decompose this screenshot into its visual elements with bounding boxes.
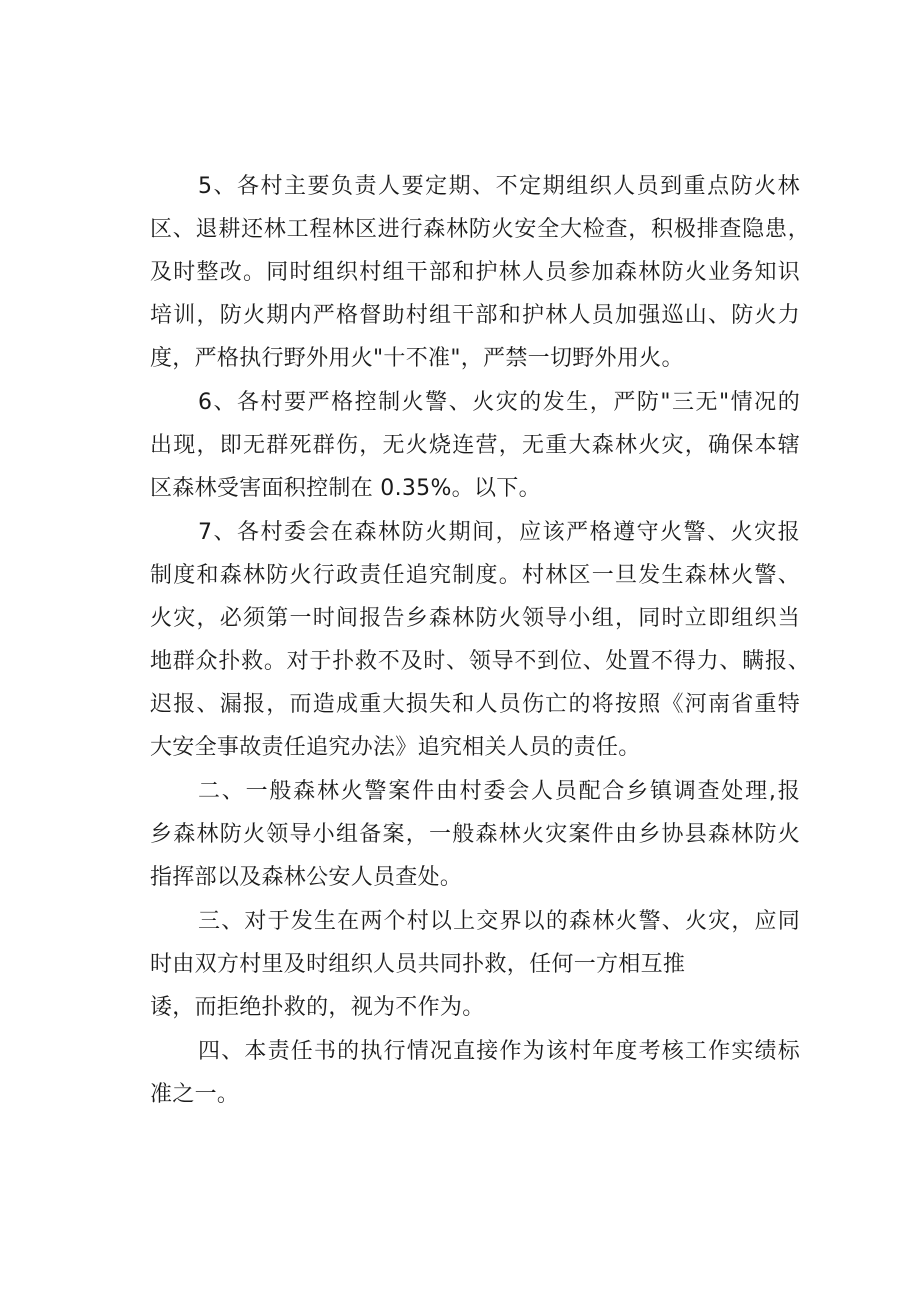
- paragraph-6-line-2: 准之一。: [150, 1082, 240, 1107]
- paragraph-1-line-5: 度，严格执行野外用火"十不准"，严禁一切野外用火。: [150, 346, 684, 371]
- paragraph-1-line-3: 及时整改。同时组织村组干部和护林人员参加森林防火业务知识: [150, 260, 800, 285]
- paragraph-3-line-2: 制度和森林防火行政责任追究制度。村林区一旦发生森林火警、: [150, 563, 800, 588]
- paragraph-4-line-3: 指挥部以及森林公安人员查处。: [150, 865, 463, 890]
- paragraph-6-line-1: 四、本责任书的执行情况直接作为该村年度考核工作实绩标: [198, 1039, 800, 1064]
- paragraph-5-line-1: 三、对于发生在两个村以上交界以的森林火警、火灾，应同: [198, 909, 800, 934]
- paragraph-3-line-6: 大安全事故责任追究办法》追究相关人员的责任。: [150, 735, 641, 760]
- paragraph-1-line-1: 5、各村主要负责人要定期、不定期组织人员到重点防火林: [198, 174, 800, 199]
- paragraph-1-line-4: 培训，防火期内严格督助村组干部和护林人员加强巡山、防火力: [150, 303, 800, 328]
- paragraph-3-line-1: 7、各村委会在森林防火期间，应该严格遵守火警、火灾报: [198, 520, 800, 545]
- paragraph-2-line-1: 6、各村要严格控制火警、火灾的发生，严防"三无"情况的: [198, 390, 800, 415]
- paragraph-2-line-2: 出现，即无群死群伤，无火烧连营，无重大森林火灾，确保本辖: [150, 433, 800, 458]
- paragraph-5-line-2: 时由双方村里及时组织人员共同扑救，任何一方相互推: [150, 952, 686, 977]
- paragraph-3-line-5: 迟报、漏报，而造成重大损失和人员伤亡的将按照《河南省重特: [150, 692, 800, 717]
- paragraph-3-line-4: 地群众扑救。对于扑救不及时、领导不到位、处置不得力、瞒报、: [150, 649, 810, 674]
- paragraph-3-line-3: 火灾，必须第一时间报告乡森林防火领导小组，同时立即组织当: [150, 606, 800, 631]
- paragraph-1-line-2: 区、退耕还林工程林区进行森林防火安全大检查，积极排查隐患，: [150, 217, 810, 242]
- paragraph-4-line-1: 二、一般森林火警案件由村委会人员配合乡镇调查处理,报: [198, 779, 800, 804]
- paragraph-5-line-3: 诿，而拒绝扑救的，视为不作为。: [150, 995, 485, 1020]
- paragraph-2-line-3: 区森林受害面积控制在 0.35%。以下。: [150, 476, 541, 501]
- paragraph-4-line-2: 乡森林防火领导小组备案，一般森林火灾案件由乡协县森林防火: [150, 822, 800, 847]
